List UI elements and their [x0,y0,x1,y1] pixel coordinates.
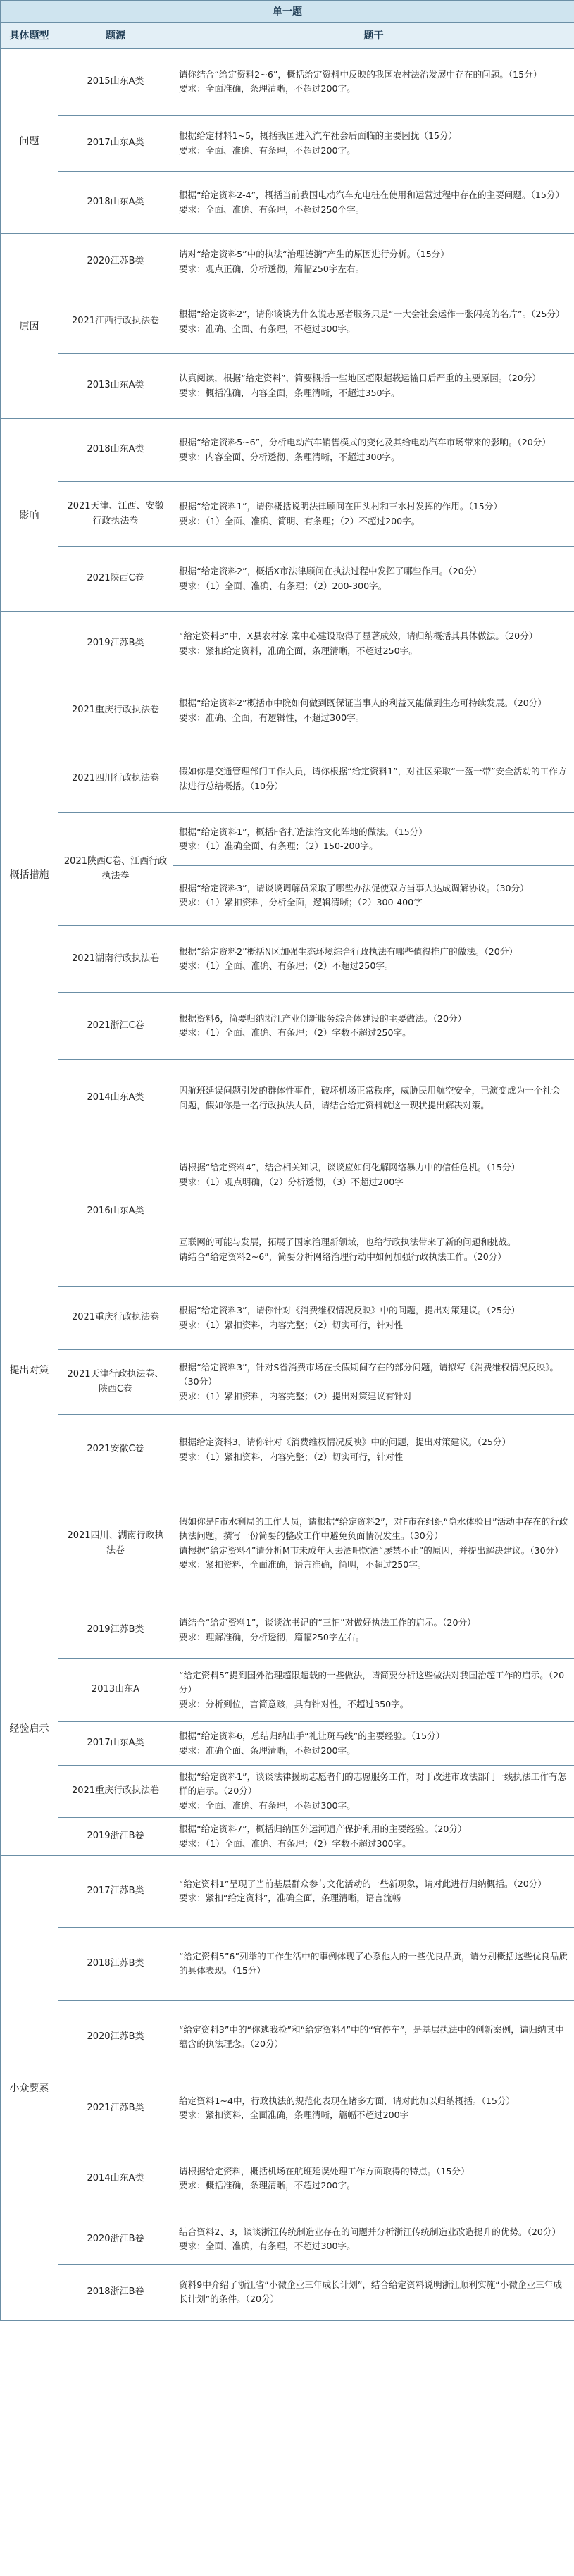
table-row [1,993,574,1060]
source-cell: 2021天津、江西、安徽行政执法卷 [58,482,173,547]
table-row [1,2074,574,2143]
source-cell: 2021天津行政执法卷、陕西C卷 [58,1350,173,1415]
question-type-cell: 经验启示 [1,1602,58,1856]
table-row [1,1287,574,1350]
source-cell: 2014山东A类 [58,2143,173,2215]
source-cell: 2021重庆行政执法卷 [58,676,173,745]
question-text-cell: 根据给定资料3，请你针对《消费维权情况反映》中的问题，提出对策建议。（25分） 要求：（1）紧扣资料，内容完整；（2）切实可行，针对性 [173,1415,574,1485]
source-cell: 2018山东A类 [58,172,173,234]
question-text-cell: 根据“给定资料1”，概括F省打造法治文化阵地的做法。（15分） 要求：（1）准确全面、有条理；（2）150-200字。 [173,813,574,866]
table-title-row [1,1,574,23]
source-cell: 2020江苏B类 [58,2000,173,2074]
question-text-cell: 因航班延误问题引发的群体性事件，破坏机场正常秩序，威胁民用航空安全，已演变成为一个社会问题，假如你是一名行政执法人员，请结合给定资料就这一现状提出解决对策。 [173,1060,574,1137]
table-row [1,1137,574,1213]
question-type-cell: 小众要素 [1,1855,58,2320]
table-row [1,1818,574,1856]
table-row [1,172,574,234]
question-text-cell: 根据“给定资料2”概括市中院如何做到既保证当事人的利益又能做到生态可持续发展。（20分） 要求：准确、全面，有逻辑性，不超过300字。 [173,676,574,745]
table-row [1,1855,574,1927]
question-text-cell: “给定资料3”中的“你逃我检”和“给定资料4”中的“宜停车”，是基层执法中的创新案例，请归纳其中蕴含的执法理念。（20分） [173,2000,574,2074]
question-text-cell: 根据“给定资料7”，概括归纳国外运河遗产保护利用的主要经验。（20分） 要求：（1）全面、准确、有条理；（2）字数不超过300字。 [173,1818,574,1856]
question-type-cell: 原因 [1,234,58,419]
table-row [1,482,574,547]
question-text-cell: 根据“给定资料3”，请你针对《消费维权情况反映》中的问题，提出对策建议。（25分） 要求：（1）紧扣资料，内容完整；（2）切实可行，针对性 [173,1287,574,1350]
table-row [1,1060,574,1137]
question-type-cell: 问题 [1,49,58,234]
question-text-cell: “给定资料1”呈现了当前基层群众参与文化活动的一些新现象，请对此进行归纳概括。（20分） 要求：紧扣“给定资料”，准确全面，条理清晰，语言流畅 [173,1855,574,1927]
source-cell: 2013山东A类 [58,354,173,419]
question-text-cell: 结合资料2、3，谈谈浙江传统制造业存在的问题并分析浙江传统制造业改造提升的优势。（20分） 要求：全面、准确，有条理，不超过300字。 [173,2215,574,2264]
header-source: 题源 [58,23,173,49]
question-text-cell: 根据给定材料1~5，概括我国进入汽车社会后面临的主要困扰（15分） 要求：全面、准确、有条理，不超过200字。 [173,116,574,172]
source-cell: 2019江苏B类 [58,612,173,676]
question-text-cell: 请根据给定资料，概括机场在航班延误处理工作方面取得的特点。（15分） 要求：概括准确，条理清晰，不超过200字。 [173,2143,574,2215]
table-row [1,116,574,172]
source-cell: 2021四川行政执法卷 [58,745,173,813]
table-row [1,1485,574,1602]
source-cell: 2017山东A类 [58,1722,173,1766]
source-cell: 2021重庆行政执法卷 [58,1766,173,1818]
header-question: 题干 [173,23,574,49]
source-cell: 2020江苏B类 [58,234,173,290]
question-text-cell: 请结合“给定资料1”，谈谈沈书记的“三怕”对做好执法工作的启示。（20分） 要求：理解准确，分析透彻，篇幅250字左右。 [173,1602,574,1659]
source-cell: 2021四川、湖南行政执法卷 [58,1485,173,1602]
question-text-cell: 请对“给定资料5”中的执法“治理涟漪”产生的原因进行分析。（15分） 要求：观点正确，分析透彻，篇幅250字左右。 [173,234,574,290]
table-row [1,354,574,419]
source-cell: 2021陕西C卷、江西行政执法卷 [58,813,173,926]
table-body [1,49,574,2321]
source-cell: 2020浙江B卷 [58,2215,173,2264]
table-row [1,234,574,290]
question-text-cell: 根据“给定资料1”，请你概括说明法律顾问在田头村和三水村发挥的作用。（15分） 要求：（1）全面、准确、简明、有条理；（2）不超过200字。 [173,482,574,547]
source-cell: 2019江苏B类 [58,1602,173,1659]
question-text-cell: 根据“给定资料2”概括N区加强生态环境综合行政执法有哪些值得推广的做法。（20分） 要求：（1）全面、准确、有条理；（2）不超过250字。 [173,926,574,993]
question-text-cell: 认真阅读，根据“给定资料”，简要概括一些地区超限超载运输日后严重的主要原因。（20分） 要求：概括准确，内容全面，条理清晰，不超过350字。 [173,354,574,419]
question-text-cell: 假如你是F市水利局的工作人员，请根据“给定资料2”，对F市在组织“隐水体验日”活动中存在的行政执法问题，撰写一份简要的整改工作中避免负面情况发生。（30分） 请根据“给定资料4”请分析M市未成年人去酒吧饮酒“屡禁不止”的原因，并提出解决建议。（30分） 要求：紧扣资料，全面准确，语言准确，简明，不超过250字。 [173,1485,574,1602]
table-row [1,1415,574,1485]
question-text-cell: 根据“给定资料2”，概括X市法律顾问在执法过程中发挥了哪些作用。（20分） 要求：（1）全面、准确、有条理；（2）200-300字。 [173,547,574,612]
question-text-cell: 互联网的可能与发展，拓展了国家治理新领域，也给行政执法带来了新的问题和挑战。 请结合“给定资料2~6”，简要分析网络治理行动中如何加强行政执法工作。（20分） [173,1213,574,1287]
question-type-cell: 影响 [1,419,58,612]
source-cell: 2014山东A类 [58,1060,173,1137]
header-type: 具体题型 [1,23,58,49]
question-type-cell: 提出对策 [1,1137,58,1602]
question-text-cell: 根据“给定资料2”，请你谈谈为什么说志愿者服务只是“一大会社会运作一张闪亮的名片”。（25分） 要求：准确、全面、有条理，不超过300字。 [173,290,574,354]
source-cell: 2021浙江C卷 [58,993,173,1060]
table-row [1,1927,574,2000]
table-row [1,926,574,993]
question-text-cell: 根据“给定资料3”，请谈谈调解员采取了哪些办法促使双方当事人达成调解协议。（30分） 要求：（1）紧扣资料，分析全面，逻辑清晰；（2）300-400字 [173,866,574,926]
table-row [1,49,574,116]
source-cell: 2021湖南行政执法卷 [58,926,173,993]
question-text-cell: “给定资料3”中，X县农村家 案中心建设取得了显著成效，请归纳概括其具体做法。（20分） 要求：紧扣给定资料，准确全面，条理清晰，不超过250字。 [173,612,574,676]
question-text-cell: “给定资料5”提到国外治理超限超载的一些做法，请简要分析这些做法对我国治超工作的启示。（20分） 要求：分析到位，言简意赅，具有针对性，不超过350字。 [173,1659,574,1722]
table-row [1,2000,574,2074]
table-row [1,419,574,482]
table-row [1,290,574,354]
table-row [1,1766,574,1818]
table-row [1,745,574,813]
source-cell: 2015山东A类 [58,49,173,116]
table-row [1,612,574,676]
question-text-cell: 请根据“给定资料4”，结合相关知识，谈谈应如何化解网络暴力中的信任危机。（15分） 要求：（1）观点明确，（2）分析透彻，（3）不超过200字 [173,1137,574,1213]
source-cell: 2017江苏B类 [58,1855,173,1927]
question-text-cell: 根据资料6，简要归纳浙江产业创新服务综合体建设的主要做法。（20分） 要求：（1）全面、准确、有条理；（2）字数不超过250字。 [173,993,574,1060]
question-text-cell: 假如你是交通管理部门工作人员，请你根据“给定资料1”，对社区采取“一盔一带”安全活动的工作方法进行总结概括。（10分） [173,745,574,813]
question-text-cell: “给定资料5”6”列举的工作生活中的事例体现了心系他人的一些优良品质，请分别概括这些优良品质的具体表现。（15分） [173,1927,574,2000]
source-cell: 2018浙江B卷 [58,2264,173,2320]
table-row [1,1350,574,1415]
question-text-cell: 根据“给定资料3”，针对S省消费市场在长假期间存在的部分问题，请拟写《消费维权情况反映》。（30分） 要求：（1）紧扣资料，内容完整；（2）提出对策建议有针对 [173,1350,574,1415]
table-row [1,1722,574,1766]
question-text-cell: 根据“给定资料1”，谈谈法律援助志愿者们的志愿服务工作，对于改进市政法部门一线执法工作有怎样的启示。（20分） 要求：全面、准确、有条理，不超过300字。 [173,1766,574,1818]
table-header-row [1,23,574,49]
source-cell: 2021江苏B类 [58,2074,173,2143]
source-cell: 2017山东A类 [58,116,173,172]
table-row [1,2264,574,2320]
question-text-cell: 给定资料1~4中，行政执法的规范化表现在诸多方面，请对此加以归纳概括。（15分） 要求：紧扣资料，全面准确，条理清晰，篇幅不超过200字 [173,2074,574,2143]
table-row [1,547,574,612]
table-row [1,2215,574,2264]
source-cell: 2013山东A [58,1659,173,1722]
question-text-cell: 根据“给定资料2-4”，概括当前我国电动汽车充电桩在使用和运营过程中存在的主要问题。（15分） 要求：全面、准确、有条理，不超过250个字。 [173,172,574,234]
source-cell: 2018江苏B类 [58,1927,173,2000]
source-cell: 2019浙江B卷 [58,1818,173,1856]
source-cell: 2021重庆行政执法卷 [58,1287,173,1350]
source-cell: 2021安徽C卷 [58,1415,173,1485]
table-row [1,676,574,745]
question-type-cell: 概括措施 [1,612,58,1137]
source-cell: 2018山东A类 [58,419,173,482]
question-text-cell: 根据“给定资料5~6”，分析电动汽车销售模式的变化及其给电动汽车市场带来的影响。（20分） 要求：内容全面、分析透彻、条理清晰，不超过300字。 [173,419,574,482]
table-row [1,1659,574,1722]
question-text-cell: 请你结合“给定资料2~6”，概括给定资料中反映的我国农村法治发展中存在的问题。（15分） 要求：全面准确，条理清晰，不超过200字。 [173,49,574,116]
table-title: 单一题 [1,1,574,23]
table-row [1,1602,574,1659]
table-row [1,813,574,866]
source-cell: 2021陕西C卷 [58,547,173,612]
question-text-cell: 根据“给定资料6，总结归纳出手“礼让斑马线”的主要经验。（15分） 要求：准确全面、条理清晰，不超过200字。 [173,1722,574,1766]
source-cell: 2016山东A类 [58,1137,173,1287]
table-row [1,2143,574,2215]
question-text-cell: 资料9中介绍了浙江省“小微企业三年成长计划”，结合给定资料说明浙江顺利实施“小微企业三年成长计划”的条件。（20分） [173,2264,574,2320]
source-cell: 2021江西行政执法卷 [58,290,173,354]
